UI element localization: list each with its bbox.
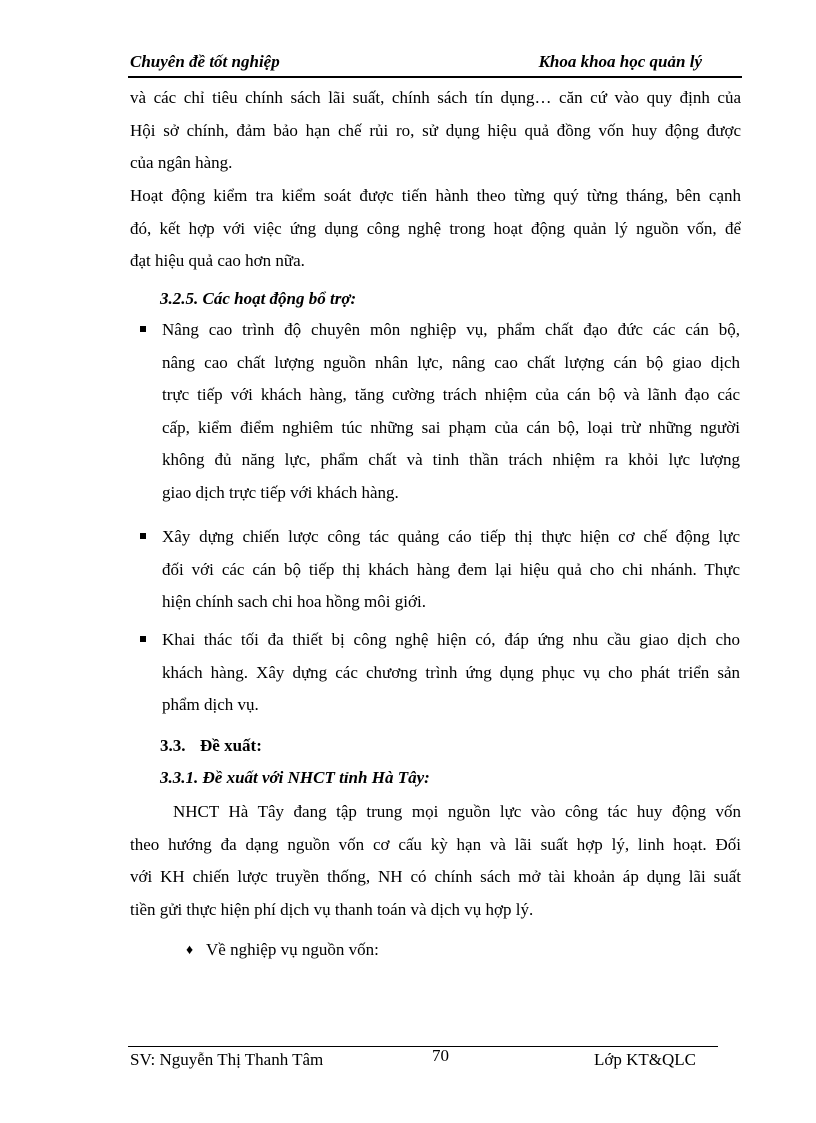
square-bullet-icon	[140, 326, 146, 332]
text-line: theo hướng đa dạng nguồn vốn cơ cấu kỳ hạn và lãi suất hợp lý, linh hoạt. Đối	[130, 834, 741, 854]
footer-page-number: 70	[432, 1046, 449, 1065]
text-line: Xây dựng chiến lược công tác quảng cáo tiếp thị thực hiện cơ chế động lực	[162, 527, 740, 546]
page-header	[128, 52, 740, 76]
text-line: không đủ năng lực, phẩm chất và tinh thần trách nhiệm ra khỏi lực lượng	[162, 450, 740, 470]
footer-student: SV: Nguyễn Thị Thanh Tâm	[130, 1050, 324, 1069]
text-line: khách hàng. Xây dựng các chương trình ứng dụng phục vụ cho phát triển sản	[162, 662, 740, 682]
bullet-item-2	[162, 521, 740, 619]
text-line: trực tiếp với khách hàng, tăng cường trách nhiệm của cán bộ và lãnh đạo các	[162, 385, 740, 405]
heading-3-3-number: 3.3.	[160, 736, 186, 755]
text-line: và các chỉ tiêu chính sách lãi suất, chính sách tín dụng… căn cứ vào quy định của	[130, 88, 741, 107]
bullet-item-3	[162, 624, 740, 722]
paragraph-2	[130, 180, 741, 278]
text-line: Khai thác tối đa thiết bị công nghệ hiện có, đáp ứng nhu cầu giao dịch cho	[162, 630, 740, 649]
heading-3-3-1: 3.3.1. Đề xuất với NHCT tỉnh Hà Tây:	[160, 768, 430, 787]
square-bullet-icon	[140, 533, 146, 539]
text-line: tiền gửi thực hiện phí dịch vụ thanh toán và dịch vụ hợp lý.	[130, 899, 534, 919]
heading-3-3-title: Đề xuất:	[200, 736, 262, 755]
text-line: cấp, kiểm điểm nghiêm túc những sai phạm của cán bộ, loại trừ những người	[162, 417, 740, 437]
text-line: giao dịch trực tiếp với khách hàng.	[162, 482, 399, 502]
text-line: của ngân hàng.	[130, 153, 233, 173]
text-line: Hoạt động kiểm tra kiểm soát được tiến hành theo từng quý từng tháng, bên cạnh	[130, 186, 741, 205]
text-line: đối với các cán bộ tiếp thị khách hàng đem lại hiệu quả cho chi nhánh. Thực	[162, 559, 740, 579]
header-rule	[128, 76, 742, 78]
footer-rule	[128, 1046, 718, 1047]
text-line: Nâng cao trình độ chuyên môn nghiệp vụ, phẩm chất đạo đức các cán bộ,	[162, 320, 740, 339]
text-line: NHCT Hà Tây đang tập trung mọi nguồn lực vào công tác huy động vốn	[173, 802, 741, 821]
paragraph-3	[130, 796, 741, 926]
text-line: với KH chiến lược truyền thống, NH có chính sách mở tài khoản áp dụng lãi suất	[130, 867, 741, 887]
bullet-item-1	[162, 314, 740, 510]
header-left: Chuyên đề tốt nghiệp	[130, 52, 280, 71]
text-line: hiện chính sach chi hoa hồng môi giới.	[162, 592, 426, 612]
text-line: phẩm dịch vụ.	[162, 695, 259, 715]
text-line: Hội sở chính, đảm bảo hạn chế rủi ro, sử dụng hiệu quả đồng vốn huy động được	[130, 120, 741, 140]
diamond-item: Về nghiệp vụ nguồn vốn:	[206, 940, 379, 959]
header-right: Khoa khoa học quản lý	[538, 52, 702, 71]
footer-class: Lớp KT&QLC	[594, 1050, 697, 1069]
square-bullet-icon	[140, 636, 146, 642]
text-line: đó, kết hợp với việc ứng dụng công nghệ trong hoạt động quản lý nguồn vốn, để	[130, 218, 741, 238]
heading-3-2-5: 3.2.5. Các hoạt động bổ trợ:	[160, 289, 357, 308]
paragraph-1	[130, 82, 741, 180]
text-line: đạt hiệu quả cao hơn nữa.	[130, 251, 305, 271]
text-line: nâng cao chất lượng nguồn nhân lực, nâng cao chất lượng cán bộ giao dịch	[162, 352, 740, 372]
diamond-bullet-icon: ♦	[186, 943, 194, 958]
